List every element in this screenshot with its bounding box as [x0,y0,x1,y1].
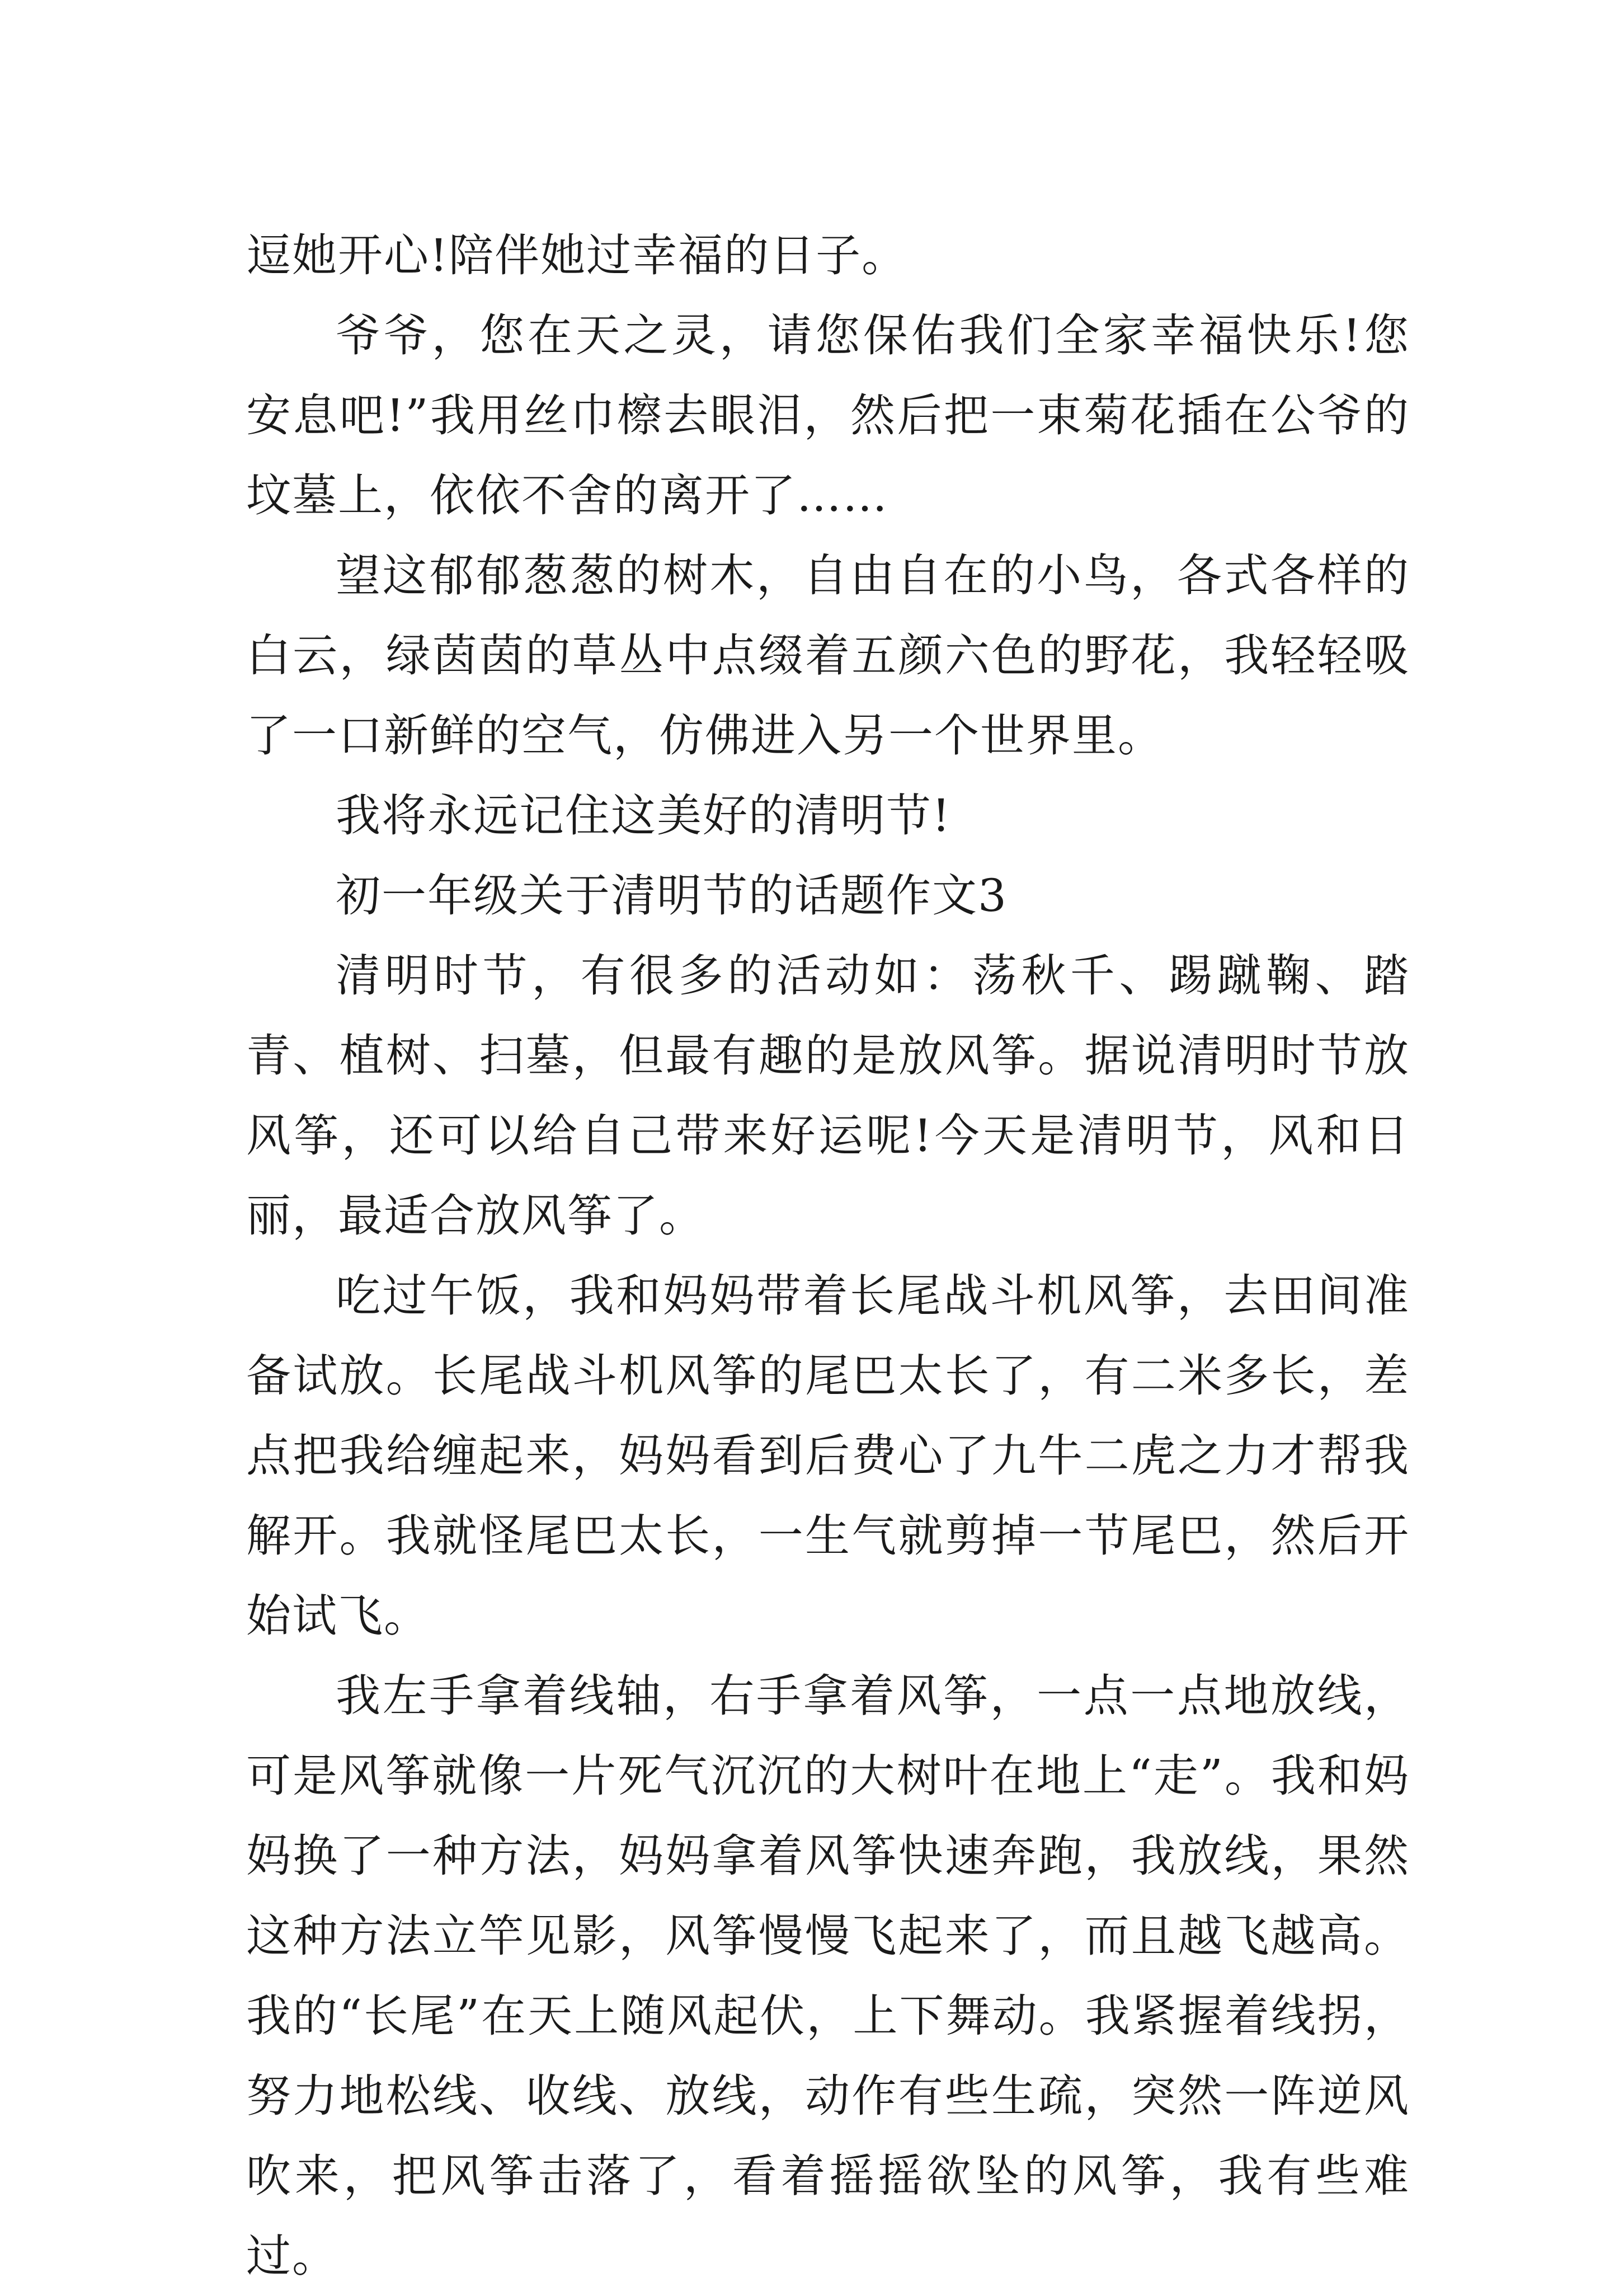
paragraph-2: 爷爷，您在天之灵，请您保佑我们全家幸福快乐!您安息吧!”我用丝巾檫去眼泪，然后把一束菊花插在公爷的坟墓上，依依不舍的离开了…… [246,309,1410,522]
document-body [246,215,1410,2296]
paragraph-7: 吃过午饭，我和妈妈带着长尾战斗机风筝，去田间准备试放。长尾战斗机风筝的尾巴太长了，有二米多长，差点把我给缠起来，妈妈看到后费心了九牛二虎之力才帮我解开。我就怪尾巴太长，一生气就剪掉一节尾巴，然后开始试飞。 [246,1270,1410,1642]
paragraph-1: 逗她开心!陪伴她过幸福的日子。 [246,229,908,281]
paragraph-6: 清明时节，有很多的活动如：荡秋千、踢蹴鞠、踏青、植树、扫墓，但最有趣的是放风筝。据说清明时节放风筝，还可以给自己带来好运呢!今天是清明节，风和日丽，最适合放风筝了。 [246,950,1410,1242]
essay-heading: 初一年级关于清明节的话题作文3 [336,870,1008,922]
paragraph-3: 望这郁郁葱葱的树木，自由自在的小鸟，各式各样的白云，绿茵茵的草丛中点缀着五颜六色的野花，我轻轻吸了一口新鲜的空气，仿佛进入另一个世界里。 [246,550,1410,762]
paragraph-8: 我左手拿着线轴，右手拿着风筝，一点一点地放线，可是风筝就像一片死气沉沉的大树叶在地上“走”。我和妈妈换了一种方法，妈妈拿着风筝快速奔跑，我放线，果然这种方法立竿见影，风筝慢慢飞起来了，而且越飞越高。我的“长尾”在天上随风起伏，上下舞动。我紧握着线拐，努力地松线、收线、放线，动作有些生疏，突然一阵逆风吹来，把风筝击落了，看着摇摇欲坠的风筝，我有些难过。 [246,1670,1410,2282]
paragraph-4: 我将永远记住这美好的清明节! [336,790,952,842]
